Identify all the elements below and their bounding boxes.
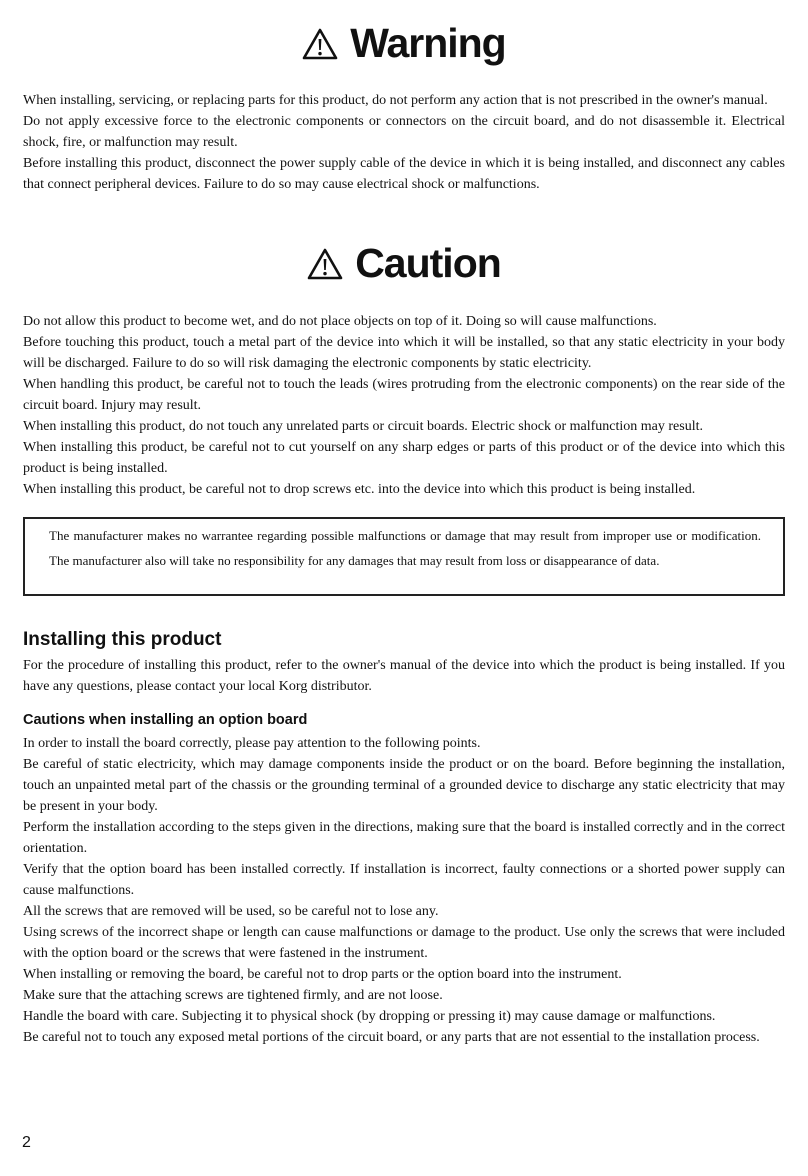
warning-title: Warning	[350, 20, 506, 66]
installing-title: Installing this product	[23, 629, 222, 650]
disclaimer-text: The manufacturer makes no warrantee regarding possible malfunctions or damage that may result from improper use or modification. The manufacturer also will take no responsibility for any damages that may result from loss or disappearance of data.	[49, 528, 761, 568]
caution-triangle-icon	[307, 248, 343, 280]
warning-text	[23, 90, 785, 195]
option-board-line: Perform the installation according to the steps given in the directions, making sure that the board is installed correctly and in the correct orientation.	[23, 820, 785, 856]
caution-heading	[23, 240, 785, 287]
caution-line: When installing this product, be careful not to drop screws etc. into the device into which this product is being installed.	[23, 482, 696, 497]
warning-heading	[23, 20, 785, 67]
option-board-title: Cautions when installing an option board	[23, 712, 308, 728]
option-board-text	[23, 733, 785, 1048]
disclaimer-box	[23, 517, 785, 596]
warning-triangle-icon	[302, 28, 338, 60]
option-board-line: Handle the board with care. Subjecting it to physical shock (by dropping or pressing it) may cause damage or malfunctions.	[23, 1009, 716, 1024]
option-board-line: All the screws that are removed will be used, so be careful not to lose any.	[23, 904, 439, 919]
caution-line: When installing this product, be careful not to cut yourself on any sharp edges or parts of this product or of the device into which this product is being installed.	[23, 440, 785, 476]
installing-text	[23, 655, 785, 697]
caution-text	[23, 311, 785, 500]
option-board-line: Be careful of static electricity, which may damage components inside the product or on the board. Before beginning the installation, touch an unpainted metal part of the chassis or the grounding terminal of a grounded device to discharge any static electricity that may be present in your body.	[23, 757, 785, 814]
page-number: 2	[22, 1134, 31, 1151]
installing-line: For the procedure of installing this product, refer to the owner's manual of the device into which the product is being installed. If you have any questions, please contact your local Korg distributor.	[23, 658, 785, 694]
option-board-line: Be careful not to touch any exposed metal portions of the circuit board, or any parts that are not essential to the installation process.	[23, 1030, 760, 1045]
caution-line: Do not allow this product to become wet, and do not place objects on top of it. Doing so will cause malfunctions.	[23, 314, 657, 329]
option-board-line: Make sure that the attaching screws are tightened firmly, and are not loose.	[23, 988, 443, 1003]
caution-line: Before touching this product, touch a metal part of the device into which it will be installed, so that any static electricity in your body will be discharged. Failure to do so will risk damaging the electronic components by static electricity.	[23, 335, 785, 371]
caution-line: When installing this product, do not touch any unrelated parts or circuit boards. Electric shock or malfunction may result.	[23, 419, 703, 434]
option-board-line: Using screws of the incorrect shape or length can cause malfunctions or damage to the product. Use only the screws that were included with the option board or the screws that were fastened in the instrument.	[23, 925, 785, 961]
warning-line: Before installing this product, disconnect the power supply cable of the device in which it is being installed, and disconnect any cables that connect peripheral devices. Failure to do so may cause electrical shock or malfunctions.	[23, 156, 785, 192]
caution-title: Caution	[355, 240, 501, 286]
caution-line: When handling this product, be careful not to touch the leads (wires protruding from the electronic components) on the rear side of the circuit board. Injury may result.	[23, 377, 785, 413]
option-board-line: In order to install the board correctly, please pay attention to the following points.	[23, 736, 481, 751]
option-board-line: When installing or removing the board, be careful not to drop parts or the option board into the instrument.	[23, 967, 622, 982]
warning-line: Do not apply excessive force to the electronic components or connectors on the circuit board, and do not disassemble it. Electrical shock, fire, or malfunction may result.	[23, 114, 785, 150]
warning-line: When installing, servicing, or replacing parts for this product, do not perform any action that is not prescribed in the owner's manual.	[23, 93, 768, 108]
option-board-line: Verify that the option board has been installed correctly. If installation is incorrect, faulty connections or a shorted power supply can cause malfunctions.	[23, 862, 785, 898]
